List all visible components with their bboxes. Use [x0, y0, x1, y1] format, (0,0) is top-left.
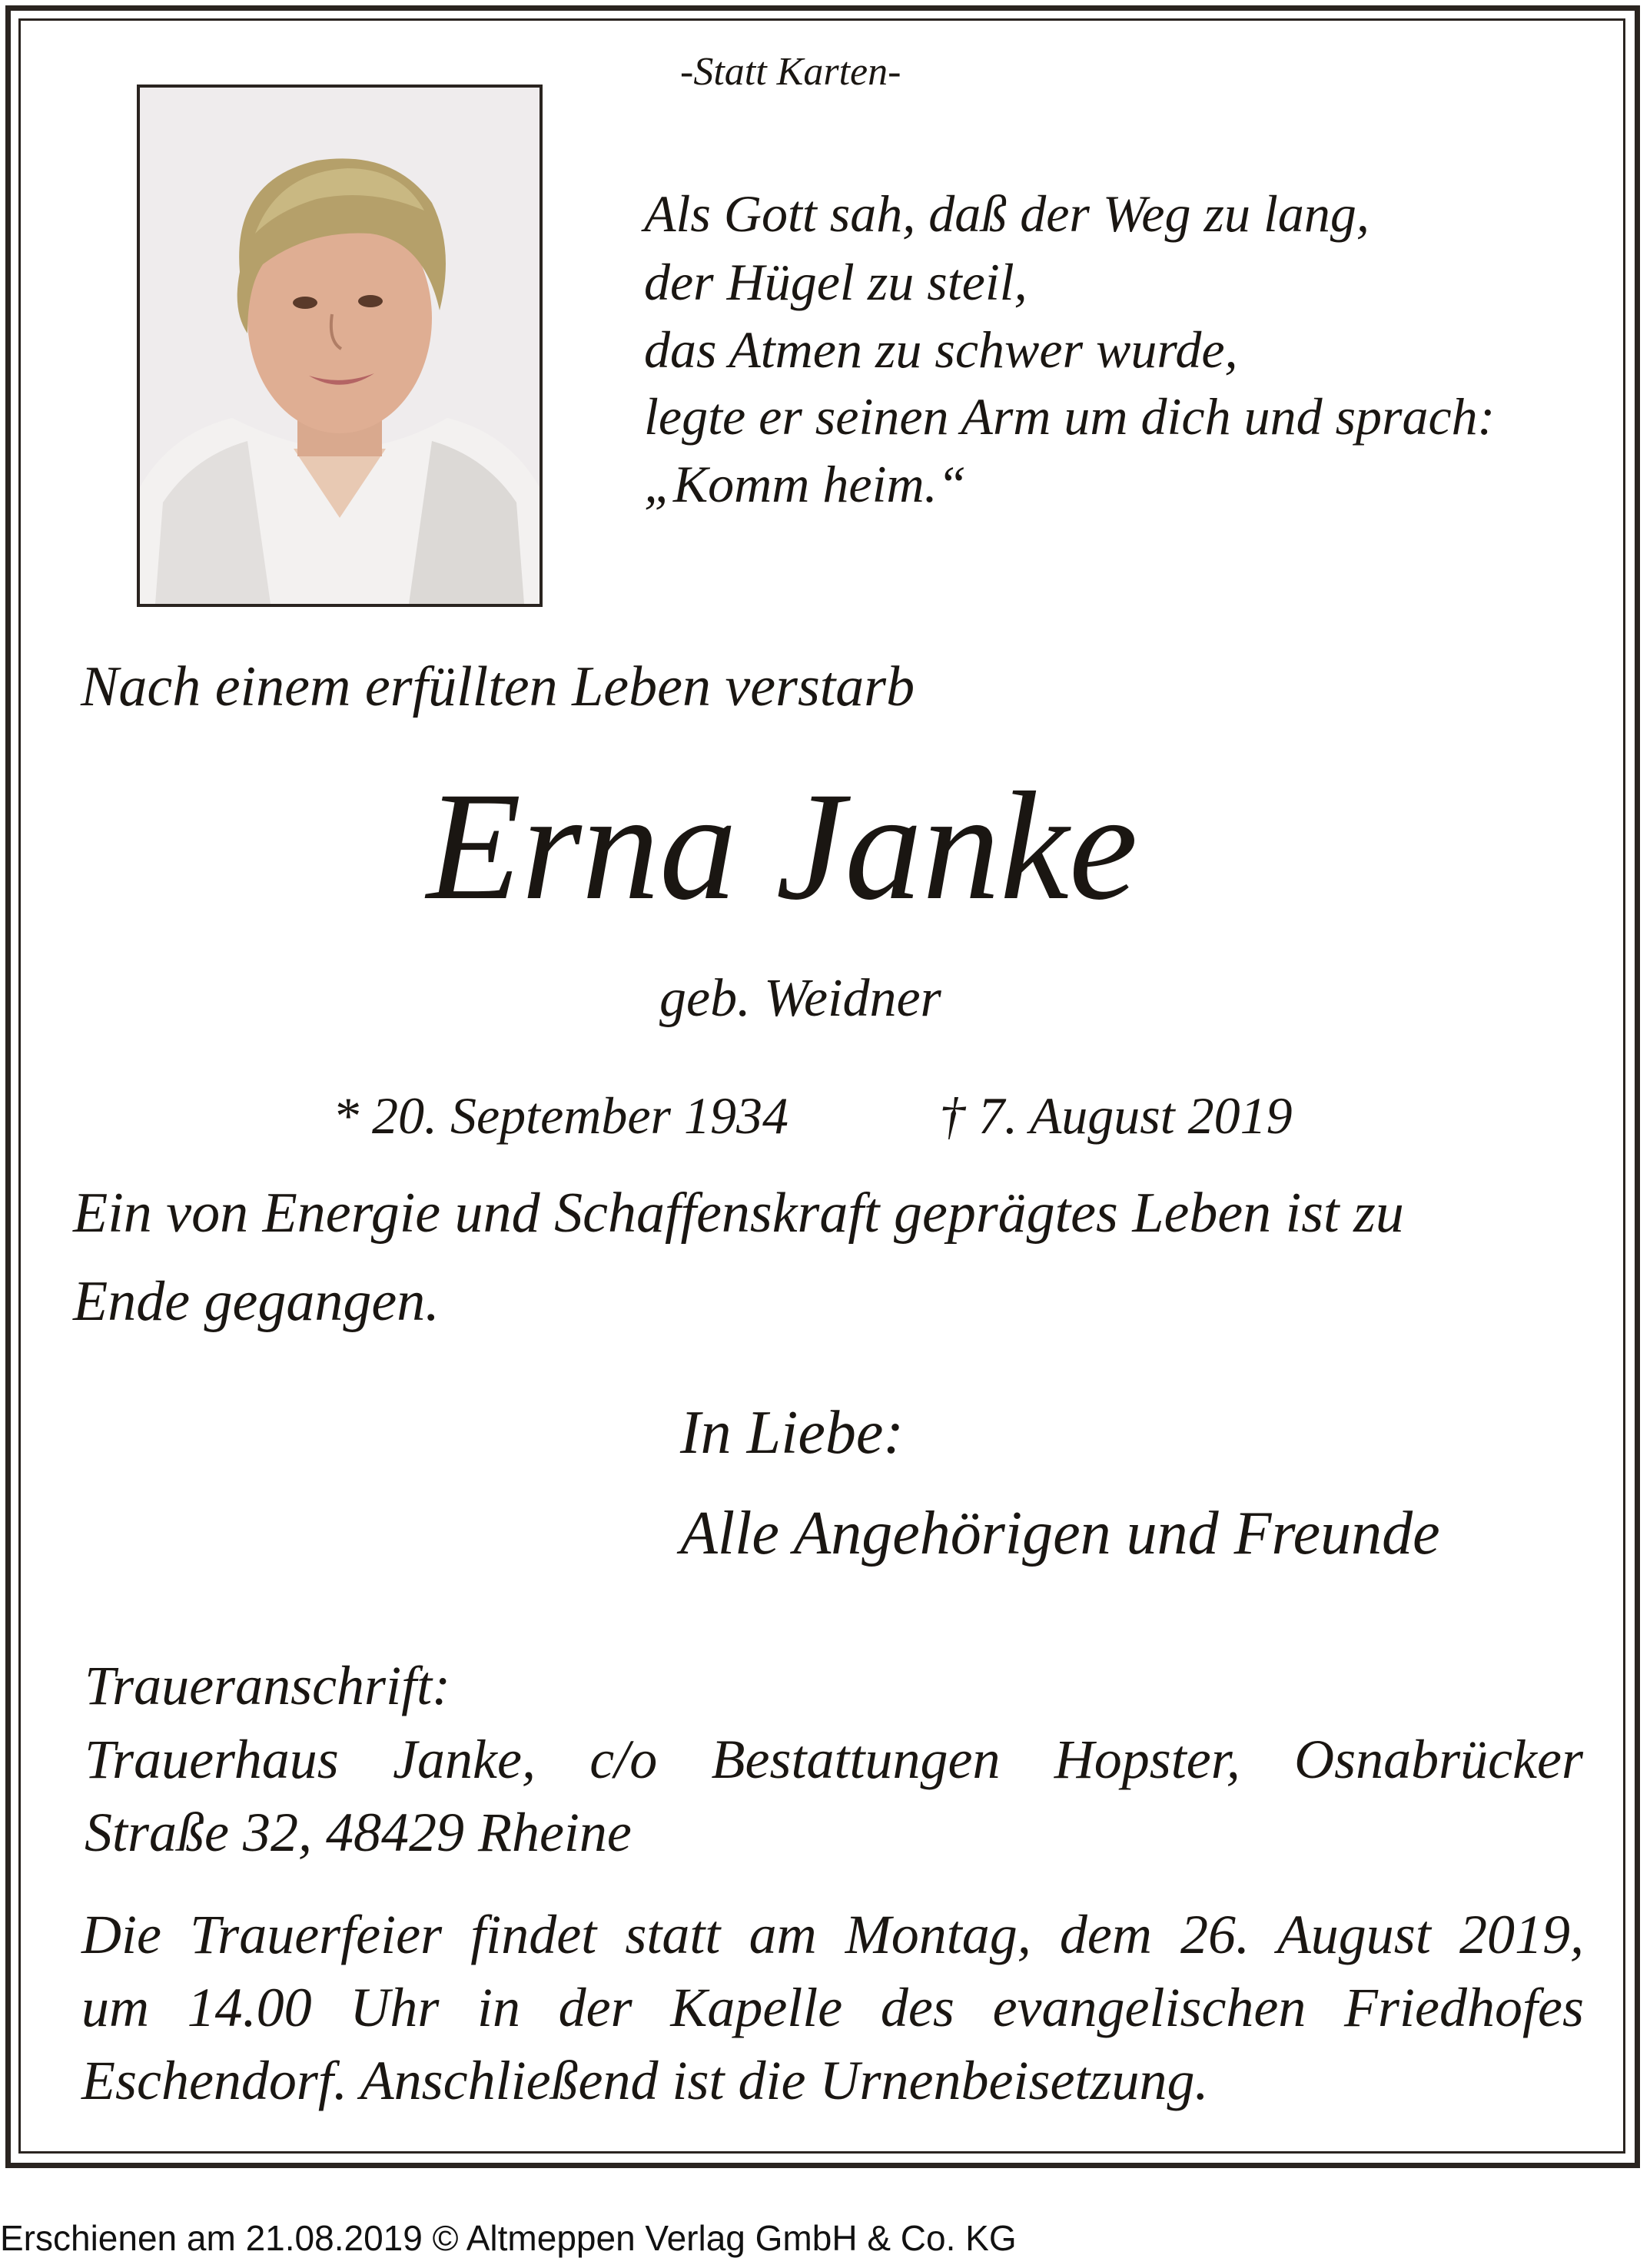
tribute-line-1: Ein von Energie und Schaffenskraft geprägtes Leben ist zu: [73, 1182, 1404, 1245]
maiden-name: geb. Weidner: [659, 969, 941, 1028]
ceremony-line-3: Eschendorf. Anschließend ist die Urnenbeisetzung.: [81, 2050, 1209, 2111]
poem-line-2: der Hügel zu steil,: [644, 253, 1028, 311]
publication-footer: Erschienen am 21.08.2019 © Altmeppen Verlag GmbH & Co. KG: [0, 2218, 1017, 2258]
birth-date: * 20. September 1934: [333, 1086, 789, 1145]
address-label: Traueranschrift:: [85, 1655, 451, 1716]
deceased-name: Erna Janke: [427, 760, 1138, 932]
portrait-illustration: [140, 88, 539, 604]
poem-line-5: „Komm heim.“: [644, 455, 967, 513]
poem-line-1: Als Gott sah, daß der Weg zu lang,: [644, 184, 1369, 243]
signoff-signed-by: Alle Angehörigen und Freunde: [680, 1500, 1440, 1567]
intro-line: Nach einem erfüllten Leben verstarb: [81, 655, 915, 718]
signoff-greeting: In Liebe:: [680, 1399, 905, 1467]
ceremony-line-2: um 14.00 Uhr in der Kapelle des evangelischen Friedhofes: [81, 1977, 1584, 2038]
death-date: † 7. August 2019: [939, 1086, 1293, 1145]
address-line-2: Straße 32, 48429 Rheine: [85, 1802, 632, 1863]
tribute-line-2: Ende gegangen.: [73, 1270, 440, 1333]
poem-line-3: das Atmen zu schwer wurde,: [644, 320, 1238, 379]
address-line-1: Trauerhaus Janke, c/o Bestattungen Hopster, Osnabrücker: [85, 1729, 1583, 1790]
portrait-photo: [137, 85, 543, 607]
poem-line-4: legte er seinen Arm um dich und sprach:: [644, 387, 1496, 446]
statt-karten-header: -Statt Karten-: [680, 50, 901, 94]
ceremony-line-1: Die Trauerfeier findet statt am Montag, dem 26. August 2019,: [81, 1904, 1584, 1965]
